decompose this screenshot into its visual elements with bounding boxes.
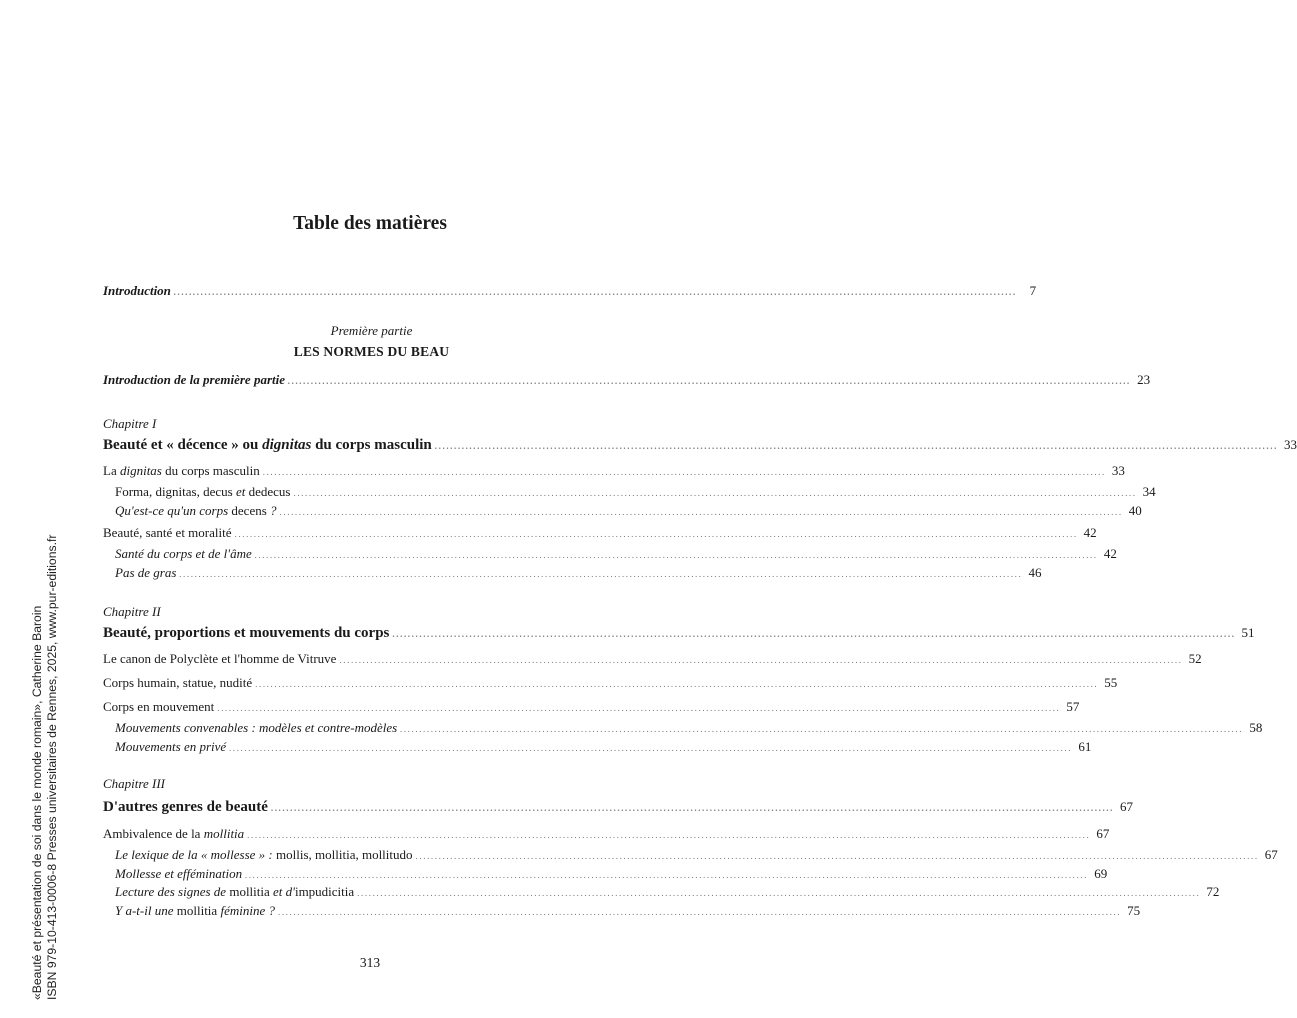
toc-page: 40 <box>1128 503 1142 518</box>
toc-label <box>115 884 354 900</box>
toc-label-part: mollitia <box>173 903 221 918</box>
toc-label-italic: ? <box>266 503 277 518</box>
toc-label-italic: Lecture des signes de <box>115 884 227 899</box>
dot-leader: ........................................................................................................................................................................................................................... <box>279 507 1123 517</box>
dot-leader: ........................................................................................................................................................................................................................... <box>270 803 1115 813</box>
toc-label-part: impudicitia <box>294 884 355 899</box>
toc-subsection[interactable] <box>115 720 1263 737</box>
toc-label: Pas de gras <box>115 565 177 580</box>
toc-label: Beauté, santé et moralité <box>103 525 232 540</box>
toc-page: 72 <box>1206 884 1220 899</box>
dot-leader: ........................................................................................................................................................................................................................... <box>247 830 1091 840</box>
toc-label <box>115 484 290 500</box>
toc-page: 61 <box>1078 739 1092 754</box>
dot-leader: ........................................................................................................................................................................................................................... <box>288 376 1132 386</box>
copyright-note <box>30 535 60 1000</box>
dot-leader: ........................................................................................................................................................................................................................... <box>277 907 1122 917</box>
toc-page: 34 <box>1142 484 1156 499</box>
toc-section[interactable] <box>103 675 1118 692</box>
dot-leader: ........................................................................................................................................................................................................................... <box>400 724 1244 734</box>
toc-page: 57 <box>1066 699 1080 714</box>
toc-label <box>103 826 244 842</box>
toc-section[interactable] <box>103 699 1080 716</box>
toc-page: 33 <box>1111 463 1125 478</box>
toc-page: 69 <box>1094 866 1108 881</box>
toc-page: 55 <box>1104 675 1118 690</box>
toc-label-part: La <box>103 463 120 478</box>
toc-label: Beauté, proportions et mouvements du corps <box>103 625 390 641</box>
dot-leader: ........................................................................................................................................................................................................................... <box>434 441 1278 451</box>
dot-leader: ........................................................................................................................................................................................................................... <box>245 870 1089 880</box>
toc-chapter-3[interactable] <box>103 799 1134 816</box>
toc-page: 67 <box>1120 799 1134 814</box>
toc-subsection[interactable] <box>115 739 1092 756</box>
toc-label: Santé du corps et de l'âme <box>115 546 252 561</box>
toc-label-part: mollis, mollitia, mollitudo <box>272 847 413 862</box>
toc-label-part: Ambivalence de la <box>103 826 204 841</box>
toc-label-part: dedecus <box>245 484 291 499</box>
toc-section[interactable] <box>103 651 1202 668</box>
toc-page: 42 <box>1103 546 1117 561</box>
toc-label <box>115 503 277 519</box>
toc-label: Introduction de la première partie <box>103 372 285 387</box>
toc-section[interactable] <box>103 826 1110 843</box>
toc-page: 75 <box>1127 903 1141 918</box>
toc-label <box>115 903 275 919</box>
dot-leader: ........................................................................................................................................................................................................................... <box>234 529 1078 539</box>
toc-label-part: du corps masculin <box>161 463 260 478</box>
toc-chapter-2[interactable] <box>103 625 1255 642</box>
toc-label-italic: ? <box>265 903 275 918</box>
toc-page: 46 <box>1028 565 1042 580</box>
dot-leader: ........................................................................................................................................................................................................................... <box>415 851 1259 861</box>
page-number: 313 <box>359 955 381 970</box>
toc-label <box>115 847 413 863</box>
toc-label-part: Forma, dignitas, decus <box>115 484 236 499</box>
dot-leader: ........................................................................................................................................................................................................................... <box>173 287 1018 297</box>
toc-subsection[interactable] <box>115 847 1278 864</box>
toc-label: D'autres genres de beauté <box>103 799 268 815</box>
toc-page: 51 <box>1241 625 1255 640</box>
copyright-line-2: ISBN 979-10-413-0006-8 Presses universitaires de Rennes, 2025, www.pur-editions.fr <box>45 534 59 1000</box>
toc-label: Le canon de Polyclète et l'homme de Vitruve <box>103 651 337 666</box>
dot-leader: ........................................................................................................................................................................................................................... <box>357 888 1201 898</box>
toc-section[interactable] <box>103 463 1125 480</box>
chapter-label: Chapitre III <box>103 776 165 791</box>
toc-subsection[interactable] <box>115 903 1141 920</box>
toc-subsection[interactable] <box>115 546 1117 563</box>
toc-label-italic: Y a-t-il une <box>115 903 174 918</box>
toc-label-italic: et d' <box>273 884 295 899</box>
toc-label: Corps en mouvement <box>103 699 215 714</box>
toc-label: Corps humain, statue, nudité <box>103 675 253 690</box>
toc-page: 67 <box>1264 847 1278 862</box>
dot-leader: ........................................................................................................................................................................................................................... <box>392 629 1236 639</box>
toc-page: 67 <box>1096 826 1110 841</box>
toc-subsection[interactable] <box>115 866 1108 883</box>
toc-label-italic: mollitia <box>203 826 245 841</box>
dot-leader: ........................................................................................................................................................................................................................... <box>262 467 1106 477</box>
chapter-label: Chapitre I <box>103 416 157 431</box>
toc-chapter-1[interactable] <box>103 437 1297 454</box>
page-title: Table des matières <box>293 213 447 234</box>
toc-label-part: decens <box>231 503 267 518</box>
toc-label-italic: Qu'est-ce qu'un corps <box>115 503 232 518</box>
dot-leader: ........................................................................................................................................................................................................................... <box>229 743 1073 753</box>
toc-page: 58 <box>1249 720 1263 735</box>
toc-label-part: Beauté et « décence » ou <box>103 437 263 453</box>
dot-leader: ........................................................................................................................................................................................................................... <box>179 569 1023 579</box>
toc-page: 52 <box>1188 651 1202 666</box>
toc-label-italic: et <box>235 484 246 499</box>
dot-leader: ........................................................................................................................................................................................................................... <box>339 655 1183 665</box>
toc-subsection[interactable] <box>115 503 1142 520</box>
toc-label: Mollesse et effémination <box>115 866 243 881</box>
toc-label-italic: féminine <box>220 903 266 918</box>
toc-label <box>103 437 432 453</box>
dot-leader: ........................................................................................................................................................................................................................... <box>255 679 1099 689</box>
toc-label-italic: dignitas <box>262 437 312 453</box>
toc-label-italic: dignitas <box>119 463 162 478</box>
toc-subsection[interactable] <box>115 884 1220 901</box>
toc-label: Mouvements en privé <box>115 739 227 754</box>
copyright-line-1: «Beauté et présentation de soi dans le monde romain», Catherine Baroin <box>30 605 44 1000</box>
toc-section[interactable] <box>103 525 1097 542</box>
toc-label <box>103 463 260 479</box>
toc-page: 33 <box>1283 437 1297 452</box>
toc-label: Introduction <box>103 283 171 298</box>
chapter-label: Chapitre II <box>103 604 161 619</box>
toc-entry-part-intro[interactable] <box>103 372 1151 389</box>
toc-page: 7 <box>1029 283 1037 298</box>
toc-label-part: du corps masculin <box>311 437 432 453</box>
part-label: Première partie <box>330 323 413 338</box>
toc-subsection[interactable] <box>115 565 1042 582</box>
toc-label-italic: Le lexique de la « mollesse » : <box>115 847 273 862</box>
toc-label: Mouvements convenables : modèles et contre-modèles <box>115 720 398 735</box>
dot-leader: ........................................................................................................................................................................................................................... <box>254 550 1098 560</box>
toc-page: 23 <box>1137 372 1151 387</box>
toc-page: 42 <box>1083 525 1097 540</box>
part-title: LES NORMES DU BEAU <box>293 344 450 359</box>
dot-leader: ........................................................................................................................................................................................................................... <box>293 488 1137 498</box>
toc-subsection[interactable] <box>115 484 1156 501</box>
toc-entry-introduction[interactable] <box>103 283 1037 300</box>
toc-label-part: mollitia <box>226 884 274 899</box>
dot-leader: ........................................................................................................................................................................................................................... <box>217 703 1061 713</box>
